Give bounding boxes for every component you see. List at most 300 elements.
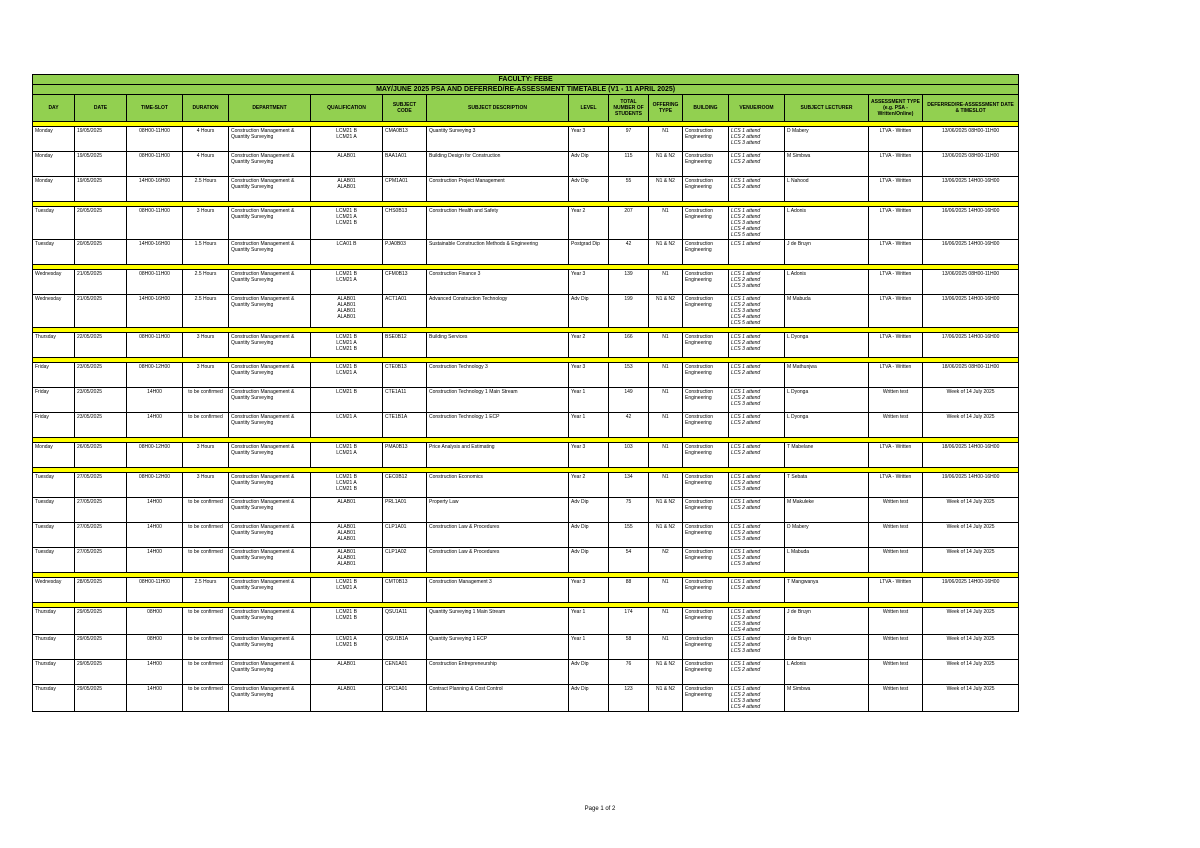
table-cell: N1 & N2 (649, 152, 683, 177)
cell-line: ALAB01 (337, 178, 356, 184)
cell-line: LCM21 B (336, 128, 357, 134)
table-cell: Tuesday (33, 240, 75, 265)
table-cell: Construction Technology 1 Main Stream (427, 388, 569, 413)
table-cell: 88 (609, 578, 649, 603)
table-cell: Construction Engineering (683, 548, 729, 573)
table-row (33, 498, 1019, 523)
column-header: LEVEL (569, 95, 609, 122)
table-cell (311, 685, 383, 712)
table-cell: Construction Engineering (683, 608, 729, 635)
table-cell: 23/05/2025 (75, 413, 127, 438)
cell-line: LCS 1 attend (731, 364, 761, 370)
cell-line: LCM21 A (336, 414, 357, 420)
table-cell: Written test (869, 685, 923, 712)
table-cell: 08H00-12H00 (127, 473, 183, 498)
cell-line: LCM21 A (336, 370, 357, 376)
table-cell: Thursday (33, 608, 75, 635)
table-cell: QSU1B1A (383, 635, 427, 660)
table-cell: Construction Management & Quantity Surveying (229, 363, 311, 388)
table-cell: 19/06/2025 14H00-16H00 (923, 578, 1019, 603)
table-cell: LTVA - Written (869, 363, 923, 388)
cell-line: LCM21 B (336, 444, 357, 450)
table-cell (311, 578, 383, 603)
table-cell: Friday (33, 413, 75, 438)
column-header: SUBJECT CODE (383, 95, 427, 122)
table-cell (729, 443, 785, 468)
cell-line: LCS 2 attend (731, 420, 761, 426)
cell-line: ALAB01 (337, 536, 356, 542)
table-cell: 14H00 (127, 660, 183, 685)
table-cell (729, 363, 785, 388)
table-cell: T Sebata (785, 473, 869, 498)
cell-line: LCS 5 attend (731, 232, 761, 238)
table-cell: LTVA - Written (869, 152, 923, 177)
cell-line: LCS 1 attend (731, 414, 761, 420)
table-cell: 08H00 (127, 608, 183, 635)
table-cell: N1 & N2 (649, 498, 683, 523)
cell-line: LCM21 B (336, 642, 357, 648)
table-cell: LTVA - Written (869, 127, 923, 152)
table-cell: L Dyonga (785, 413, 869, 438)
table-cell: L Dyonga (785, 388, 869, 413)
cell-line: LCS 1 attend (731, 636, 761, 642)
table-cell: 199 (609, 295, 649, 328)
cell-line: LCM21 B (336, 271, 357, 277)
table-cell: Year 1 (569, 635, 609, 660)
table-cell: CEC0B12 (383, 473, 427, 498)
table-row (33, 240, 1019, 265)
cell-line: LCS 1 attend (731, 208, 761, 214)
table-cell: Adv Dip (569, 295, 609, 328)
table-cell: 27/05/2025 (75, 498, 127, 523)
table-cell: 2.5 Hours (183, 295, 229, 328)
table-cell: LTVA - Written (869, 270, 923, 295)
table-cell: M Mabuda (785, 295, 869, 328)
table-cell (311, 635, 383, 660)
table-cell: L Mabuda (785, 548, 869, 573)
table-cell: Friday (33, 363, 75, 388)
table-cell: Construction Technology 1 ECP (427, 413, 569, 438)
table-cell: Construction Management & Quantity Surveying (229, 127, 311, 152)
cell-line: ALAB01 (337, 524, 356, 530)
table-cell: Construction Management & Quantity Surveying (229, 548, 311, 573)
table-cell: 3 Hours (183, 207, 229, 240)
table-cell: 75 (609, 498, 649, 523)
table-cell: 42 (609, 240, 649, 265)
table-cell: N1 (649, 388, 683, 413)
cell-line: ALAB01 (337, 314, 356, 320)
table-cell: 97 (609, 127, 649, 152)
table-cell: Construction Management & Quantity Surveying (229, 295, 311, 328)
table-cell (311, 413, 383, 438)
table-cell: 58 (609, 635, 649, 660)
table-cell: Friday (33, 388, 75, 413)
table-cell: 42 (609, 413, 649, 438)
table-cell: LTVA - Written (869, 177, 923, 202)
table-cell: L Adonis (785, 207, 869, 240)
cell-line: LCS 2 attend (731, 505, 761, 511)
table-cell: Adv Dip (569, 498, 609, 523)
table-cell (311, 523, 383, 548)
table-cell: 2.5 Hours (183, 270, 229, 295)
table-cell: 08H00-11H00 (127, 127, 183, 152)
table-cell: N1 & N2 (649, 177, 683, 202)
table-cell (729, 523, 785, 548)
table-cell: Construction Technology 3 (427, 363, 569, 388)
table-cell: BSE0B12 (383, 333, 427, 358)
table-cell: Wednesday (33, 270, 75, 295)
cell-line: LCM21 B (336, 364, 357, 370)
table-cell: Construction Engineering (683, 413, 729, 438)
cell-line: LCM21 A (336, 585, 357, 591)
table-row (33, 127, 1019, 152)
cell-line: ALAB01 (337, 153, 356, 159)
table-cell: 14H00 (127, 498, 183, 523)
table-cell: PJA0B03 (383, 240, 427, 265)
cell-line: ALAB01 (337, 184, 356, 190)
timetable-sheet (32, 74, 1014, 712)
table-cell (729, 333, 785, 358)
table-cell: Construction Engineering (683, 388, 729, 413)
table-cell (311, 608, 383, 635)
table-cell: Week of 14 July 2025 (923, 523, 1019, 548)
table-cell: N1 & N2 (649, 523, 683, 548)
table-cell (729, 473, 785, 498)
table-cell: Written test (869, 523, 923, 548)
table-cell: CPM1A01 (383, 177, 427, 202)
table-cell: L Dyonga (785, 333, 869, 358)
table-cell: Construction Engineering (683, 443, 729, 468)
table-cell: 134 (609, 473, 649, 498)
table-cell: Building Services (427, 333, 569, 358)
page-number: Page 1 of 2 (584, 806, 616, 812)
table-cell (729, 152, 785, 177)
table-cell: Week of 14 July 2025 (923, 660, 1019, 685)
table-cell: LTVA - Written (869, 333, 923, 358)
table-cell: Year 3 (569, 443, 609, 468)
table-cell: LTVA - Written (869, 473, 923, 498)
table-cell: T Mabelane (785, 443, 869, 468)
cell-line: LCS 3 attend (731, 698, 761, 704)
table-cell: 13/06/2025 14H00-16H00 (923, 177, 1019, 202)
cell-line: LCS 1 attend (731, 241, 761, 247)
table-cell: Construction Economics (427, 473, 569, 498)
table-cell: 13/06/2025 14H00-16H00 (923, 295, 1019, 328)
table-cell: Adv Dip (569, 177, 609, 202)
table-cell: 153 (609, 363, 649, 388)
column-header: DAY (33, 95, 75, 122)
table-cell: N1 (649, 207, 683, 240)
cell-line: LCS 2 attend (731, 615, 761, 621)
cell-line: LCS 1 attend (731, 128, 761, 134)
table-cell: CPC1A01 (383, 685, 427, 712)
table-cell: 23/05/2025 (75, 388, 127, 413)
column-header: DEFERRED/RE-ASSESSMENT DATE & TIMESLOT (923, 95, 1019, 122)
table-cell: CHS0B13 (383, 207, 427, 240)
table-row (33, 207, 1019, 240)
table-cell: 20/05/2025 (75, 207, 127, 240)
cell-line: LCS 2 attend (731, 667, 761, 673)
cell-line: LCM21 B (336, 486, 357, 492)
table-cell: Written test (869, 660, 923, 685)
table-cell: 08H00-12H00 (127, 363, 183, 388)
table-cell: LTVA - Written (869, 207, 923, 240)
table-cell: J de Bruyn (785, 240, 869, 265)
table-cell: Monday (33, 127, 75, 152)
table-cell: Construction Engineering (683, 270, 729, 295)
table-cell: Construction Management & Quantity Surveying (229, 240, 311, 265)
table-cell: Adv Dip (569, 523, 609, 548)
table-cell: 139 (609, 270, 649, 295)
table-cell: 55 (609, 177, 649, 202)
column-header: DURATION (183, 95, 229, 122)
table-cell: Tuesday (33, 207, 75, 240)
table-cell: Year 2 (569, 473, 609, 498)
table-cell: 08H00-12H00 (127, 443, 183, 468)
table-cell: LTVA - Written (869, 295, 923, 328)
table-cell: 16/06/2025 14H00-16H00 (923, 240, 1019, 265)
cell-line: LCM21 B (336, 609, 357, 615)
table-row (33, 152, 1019, 177)
table-row (33, 548, 1019, 573)
table-cell: Construction Management & Quantity Surveying (229, 523, 311, 548)
table-cell: to be confirmed (183, 635, 229, 660)
table-cell: to be confirmed (183, 523, 229, 548)
table-cell: Contract Planning & Cost Control (427, 685, 569, 712)
table-cell: N1 (649, 127, 683, 152)
table-cell (311, 270, 383, 295)
table-cell (729, 295, 785, 328)
table-cell: 155 (609, 523, 649, 548)
table-cell: 3 Hours (183, 443, 229, 468)
table-cell: Construction Engineering (683, 473, 729, 498)
table-cell: 18/06/2025 08H00-11H00 (923, 363, 1019, 388)
cell-line: LCS 2 attend (731, 530, 761, 536)
table-row (33, 685, 1019, 712)
table-cell: Construction Management & Quantity Surveying (229, 473, 311, 498)
table-cell: Quantity Surveying 1 Main Stream (427, 608, 569, 635)
table-cell: Construction Engineering (683, 523, 729, 548)
table-cell: Adv Dip (569, 152, 609, 177)
table-cell: LTVA - Written (869, 443, 923, 468)
cell-line: LCM21 B (336, 220, 357, 226)
cell-line: LCM21 A (336, 134, 357, 140)
table-cell (729, 685, 785, 712)
table-cell: 123 (609, 685, 649, 712)
cell-line: LCM21 A (336, 277, 357, 283)
table-cell: 26/05/2025 (75, 443, 127, 468)
table-cell: Thursday (33, 660, 75, 685)
table-cell: Construction Management & Quantity Surveying (229, 207, 311, 240)
cell-line: LCS 1 attend (731, 661, 761, 667)
table-cell: to be confirmed (183, 608, 229, 635)
table-cell: 19/06/2025 14H00-16H00 (923, 473, 1019, 498)
cell-line: LCS 1 attend (731, 499, 761, 505)
table-cell: Written test (869, 608, 923, 635)
cell-line: LCS 2 attend (731, 480, 761, 486)
table-cell: 3 Hours (183, 333, 229, 358)
table-cell: N2 (649, 548, 683, 573)
table-cell: 3 Hours (183, 363, 229, 388)
table-cell: Construction Law & Procedures (427, 523, 569, 548)
column-header: SUBJECT DESCRIPTION (427, 95, 569, 122)
table-cell: Week of 14 July 2025 (923, 388, 1019, 413)
cell-line: LCM21 B (336, 334, 357, 340)
cell-line: ALAB01 (337, 499, 356, 505)
table-cell: Week of 14 July 2025 (923, 608, 1019, 635)
table-cell: Wednesday (33, 295, 75, 328)
table-cell: Property Law (427, 498, 569, 523)
table-cell: M Simbwa (785, 685, 869, 712)
table-cell (729, 270, 785, 295)
table-cell: Adv Dip (569, 685, 609, 712)
table-cell: Year 1 (569, 388, 609, 413)
table-cell: Written test (869, 388, 923, 413)
table-cell: Construction Finance 3 (427, 270, 569, 295)
table-cell: CMA0B13 (383, 127, 427, 152)
cell-line: LCS 1 attend (731, 609, 761, 615)
table-cell: N1 & N2 (649, 660, 683, 685)
table-cell: 08H00-11H00 (127, 270, 183, 295)
table-cell (311, 660, 383, 685)
cell-line: LCS 3 attend (731, 401, 761, 407)
table-cell: Postgrad Dip (569, 240, 609, 265)
table-cell: N1 (649, 443, 683, 468)
table-cell: to be confirmed (183, 548, 229, 573)
table-row (33, 388, 1019, 413)
table-cell: Construction Law & Procedures (427, 548, 569, 573)
table-cell (729, 548, 785, 573)
table-cell (311, 473, 383, 498)
table-cell (729, 413, 785, 438)
cell-line: LCS 3 attend (731, 346, 761, 352)
cell-line: LCS 2 attend (731, 277, 761, 283)
cell-line: ALAB01 (337, 561, 356, 567)
table-cell: Year 3 (569, 578, 609, 603)
table-cell: Adv Dip (569, 548, 609, 573)
cell-line: LCS 2 attend (731, 340, 761, 346)
cell-line: LCS 2 attend (731, 302, 761, 308)
table-cell: Quantity Surveying 1 ECP (427, 635, 569, 660)
column-header: DEPARTMENT (229, 95, 311, 122)
table-cell: to be confirmed (183, 413, 229, 438)
cell-line: LCS 2 attend (731, 134, 761, 140)
table-cell: 21/05/2025 (75, 295, 127, 328)
table-row (33, 635, 1019, 660)
column-header: OFFERING TYPE (649, 95, 683, 122)
table-cell: N1 & N2 (649, 240, 683, 265)
table-cell: 19/05/2025 (75, 177, 127, 202)
table-cell: to be confirmed (183, 685, 229, 712)
table-cell: Construction Entrepreneurship (427, 660, 569, 685)
table-cell: Year 1 (569, 413, 609, 438)
cell-line: LCM21 B (336, 579, 357, 585)
table-cell: CTE1B1A (383, 413, 427, 438)
table-cell (729, 660, 785, 685)
table-cell: Year 1 (569, 608, 609, 635)
timetable-table (32, 74, 1019, 712)
header-row (33, 95, 1019, 122)
table-cell: 14H00 (127, 548, 183, 573)
table-row (33, 473, 1019, 498)
cell-line: LCS 2 attend (731, 370, 761, 376)
table-cell: 76 (609, 660, 649, 685)
table-cell: Written test (869, 498, 923, 523)
table-cell: 2.5 Hours (183, 177, 229, 202)
table-cell: Construction Management & Quantity Surveying (229, 413, 311, 438)
table-cell: Year 3 (569, 363, 609, 388)
column-header: TIME-SLOT (127, 95, 183, 122)
column-header: SUBJECT LECTURER (785, 95, 869, 122)
table-cell: Construction Management & Quantity Surveying (229, 152, 311, 177)
column-header: ASSESSMENT TYPE (e.g. PSA - Written/Online) (869, 95, 923, 122)
table-cell: Week of 14 July 2025 (923, 548, 1019, 573)
table-cell: Construction Engineering (683, 207, 729, 240)
cell-line: LCS 2 attend (731, 214, 761, 220)
table-cell: 29/05/2025 (75, 660, 127, 685)
table-cell: 14H00-16H00 (127, 295, 183, 328)
table-cell: D Mabery (785, 127, 869, 152)
cell-line: LCM21 B (336, 346, 357, 352)
cell-line: ALAB01 (337, 555, 356, 561)
cell-line: ALAB01 (337, 308, 356, 314)
table-cell: L Adonis (785, 660, 869, 685)
table-cell: L Adonis (785, 270, 869, 295)
table-cell: L Nahood (785, 177, 869, 202)
cell-line: LCS 4 attend (731, 627, 761, 633)
cell-line: LCS 1 attend (731, 271, 761, 277)
table-cell: 174 (609, 608, 649, 635)
table-cell: 4 Hours (183, 127, 229, 152)
cell-line: LCM21 A (336, 480, 357, 486)
table-cell: 103 (609, 443, 649, 468)
table-cell: Advanced Construction Technology (427, 295, 569, 328)
table-cell: 08H00 (127, 635, 183, 660)
column-header: TOTAL NUMBER OF STUDENTS (609, 95, 649, 122)
cell-line: LCS 4 attend (731, 314, 761, 320)
table-cell: Written test (869, 413, 923, 438)
cell-line: LCS 3 attend (731, 648, 761, 654)
table-cell: Thursday (33, 685, 75, 712)
table-cell (311, 333, 383, 358)
table-cell (311, 207, 383, 240)
table-cell: N1 (649, 270, 683, 295)
table-cell: Construction Engineering (683, 177, 729, 202)
table-cell: 08H00-11H00 (127, 578, 183, 603)
cell-line: LCS 3 attend (731, 308, 761, 314)
cell-line: ALAB01 (337, 661, 356, 667)
table-cell: Construction Engineering (683, 498, 729, 523)
table-row (33, 413, 1019, 438)
cell-line: LCS 2 attend (731, 184, 761, 190)
table-cell: Written test (869, 548, 923, 573)
table-cell: Construction Management & Quantity Surveying (229, 608, 311, 635)
table-cell: 2.5 Hours (183, 578, 229, 603)
table-cell: Construction Management & Quantity Surveying (229, 177, 311, 202)
table-cell (311, 498, 383, 523)
table-row (33, 443, 1019, 468)
table-cell: 14H00 (127, 523, 183, 548)
cell-line: LCA01 B (336, 241, 357, 247)
timetable-title: MAY/JUNE 2025 PSA AND DEFERRED/RE-ASSESSMENT TIMETABLE (V1 - 11 APRIL 2025) (33, 85, 1019, 95)
table-cell: CMT0B13 (383, 578, 427, 603)
table-row (33, 270, 1019, 295)
table-cell: Construction Engineering (683, 363, 729, 388)
cell-line: ALAB01 (337, 302, 356, 308)
cell-line: LCS 1 attend (731, 178, 761, 184)
cell-line: LCS 2 attend (731, 450, 761, 456)
table-cell: N1 (649, 333, 683, 358)
